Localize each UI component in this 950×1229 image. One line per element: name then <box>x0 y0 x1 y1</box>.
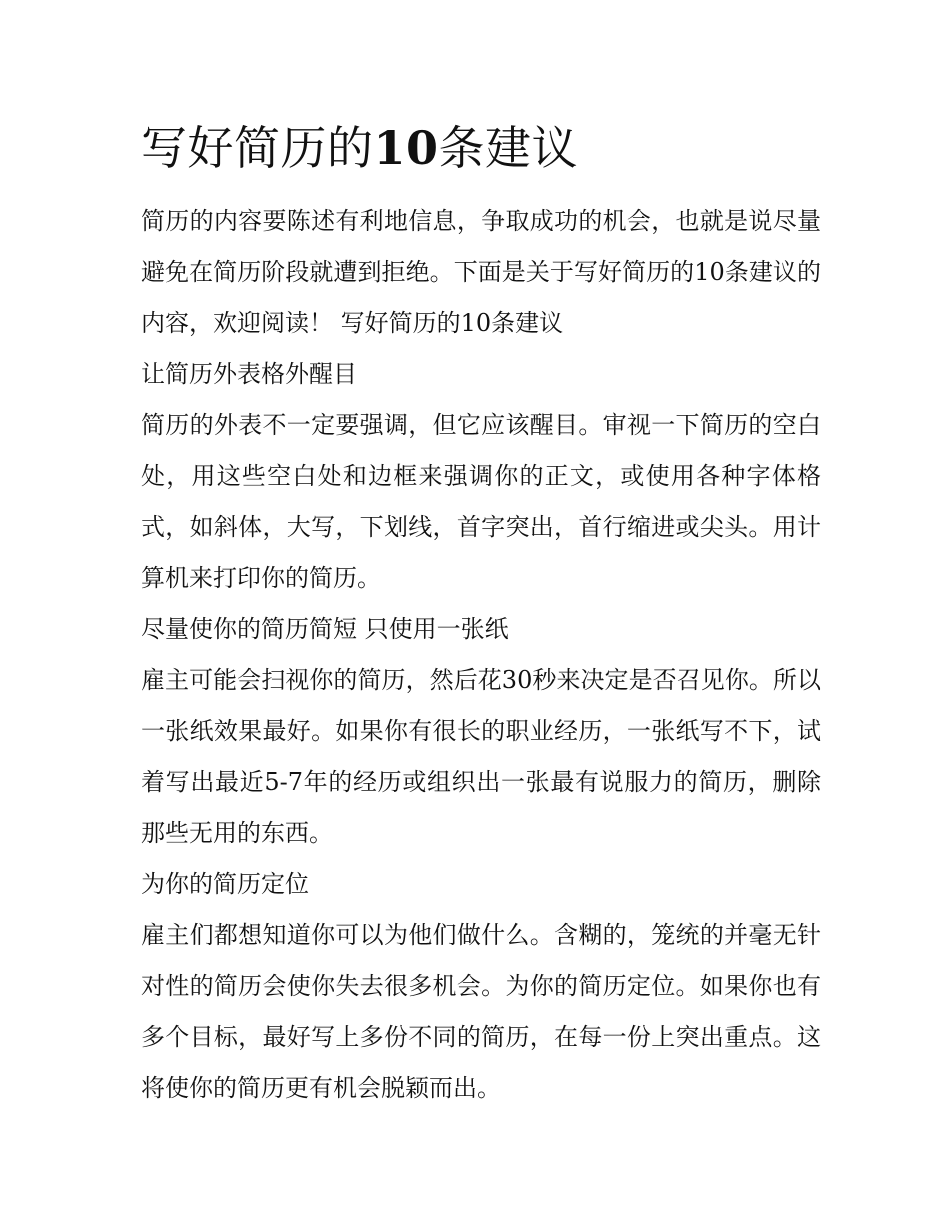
section-paragraph: 雇主可能会扫视你的简历，然后花30秒来决定是否召见你。所以一张纸效果最好。如果你有很长的职业经历，一张纸写不下，试着写出最近5-7年的经历或组织出一张最有说服力的简历，删除那些无用的东西。 <box>141 666 821 847</box>
document-page <box>141 118 821 1114</box>
intro-paragraph: 简历的内容要陈述有利地信息，争取成功的机会，也就是说尽量避免在简历阶段就遭到拒绝。下面是关于写好简历的10条建议的内容，欢迎阅读！ 写好简历的10条建议 <box>141 207 821 337</box>
document-body <box>141 196 821 1114</box>
title-number: 10 <box>373 121 439 175</box>
section-paragraph: 简历的外表不一定要强调，但它应该醒目。审视一下简历的空白处，用这些空白处和边框来强调你的正文，或使用各种字体格式，如斜体，大写，下划线，首字突出，首行缩进或尖头。用计算机来打印你的简历。 <box>141 411 821 592</box>
section-heading: 为你的简历定位 <box>141 870 309 898</box>
section-heading: 让简历外表格外醒目 <box>141 360 357 388</box>
section-heading: 尽量使你的简历简短 只使用一张纸 <box>141 615 509 643</box>
section-paragraph: 雇主们都想知道你可以为他们做什么。含糊的，笼统的并毫无针对性的简历会使你失去很多机会。为你的简历定位。如果你也有多个目标，最好写上多份不同的简历，在每一份上突出重点。这将使你的简历更有机会脱颖而出。 <box>141 921 821 1102</box>
title-prefix: 写好简历的 <box>141 121 374 175</box>
title-suffix: 条建议 <box>438 121 579 175</box>
document-title <box>141 118 821 178</box>
